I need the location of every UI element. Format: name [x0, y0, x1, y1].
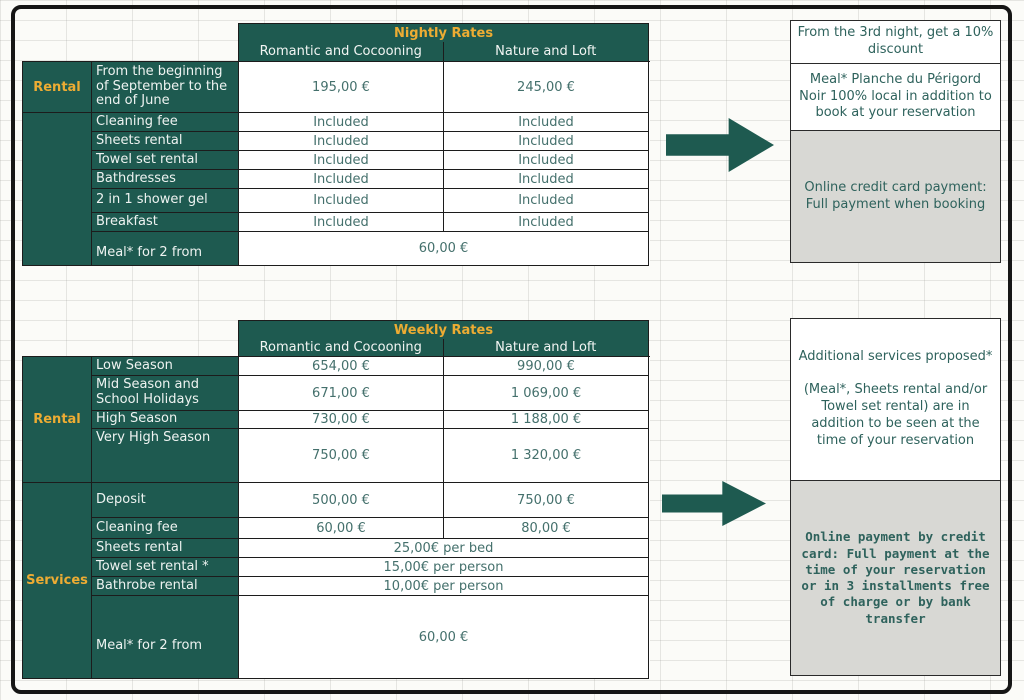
- weekly-col-nature: Nature and Loft: [495, 340, 597, 355]
- row-value: Included: [239, 132, 444, 151]
- row-label: Sheets rental: [92, 132, 239, 151]
- row-value: Included: [239, 151, 444, 170]
- nightly-column-headers: [238, 42, 649, 62]
- weekly-services-note: [790, 318, 1001, 481]
- row-label: Towel set rental: [92, 151, 239, 170]
- weekly-col-romantic: Romantic and Cocooning: [239, 339, 444, 356]
- row-value: Included: [444, 113, 649, 132]
- row-value: 990,00 €: [444, 357, 649, 376]
- nightly-payment-note: [790, 130, 1001, 263]
- row-value: 245,00 €: [444, 62, 649, 113]
- weekly-rates-table: [22, 356, 650, 679]
- row-label: Sheets rental: [92, 539, 239, 558]
- row-label: Low Season: [92, 357, 239, 376]
- row-value: 1 320,00 €: [444, 429, 649, 483]
- weekly-rates-header: [238, 320, 649, 340]
- nightly-col-nature: Nature and Loft: [495, 44, 597, 59]
- row-label: Meal* for 2 from: [92, 596, 239, 679]
- row-label: Meal* for 2 from: [92, 232, 239, 266]
- row-label: Bathrobe rental: [92, 577, 239, 596]
- row-value: 750,00 €: [239, 429, 444, 483]
- row-label: Towel set rental *: [92, 558, 239, 577]
- weekly-services-note-line1: Additional services proposed*: [798, 349, 993, 365]
- nightly-discount-text: From the 3rd night, get a 10% discount: [797, 25, 994, 57]
- nightly-col-romantic: Romantic and Cocooning: [239, 42, 444, 61]
- row-value: Included: [444, 132, 649, 151]
- row-span-value: 25,00€ per bed: [239, 539, 649, 558]
- row-label: Deposit: [92, 483, 239, 518]
- row-span-value: 60,00 €: [239, 596, 649, 679]
- row-span-value: 60,00 €: [239, 232, 649, 266]
- row-span-value: 15,00€ per person: [239, 558, 649, 577]
- row-value: Included: [239, 213, 444, 232]
- row-value: Included: [239, 170, 444, 189]
- row-label: High Season: [92, 411, 239, 429]
- row-value: 730,00 €: [239, 411, 444, 429]
- weekly-rates-title: Weekly Rates: [393, 322, 494, 338]
- weekly-services-note-line2: (Meal*, Sheets rental and/or Towel set rental) are in addition to be seen at the time of your reservation: [803, 382, 988, 448]
- weekly-category-services: Services: [23, 483, 92, 679]
- nightly-meal-note: [790, 63, 1001, 131]
- row-label: Cleaning fee: [92, 113, 239, 132]
- row-label: Breakfast: [92, 213, 239, 232]
- row-value: Included: [444, 213, 649, 232]
- right-arrow-icon: [662, 481, 766, 526]
- row-value: 80,00 €: [444, 518, 649, 539]
- row-value: Included: [444, 151, 649, 170]
- row-value: 60,00 €: [239, 518, 444, 539]
- right-arrow-icon: [666, 118, 774, 172]
- row-label: 2 in 1 shower gel: [92, 189, 239, 213]
- row-value: Included: [444, 189, 649, 213]
- nightly-discount-note: [790, 20, 1001, 64]
- weekly-payment-note: [790, 480, 1001, 676]
- weekly-column-headers: [238, 339, 649, 357]
- nightly-category-spacer: [23, 113, 92, 266]
- row-value: 1 069,00 €: [444, 376, 649, 411]
- row-value: Included: [239, 113, 444, 132]
- row-value: 750,00 €: [444, 483, 649, 518]
- row-value: Included: [444, 170, 649, 189]
- row-value: 1 188,00 €: [444, 411, 649, 429]
- row-label: Cleaning fee: [92, 518, 239, 539]
- row-label: Very High Season: [92, 429, 239, 483]
- nightly-rates-title: Nightly Rates: [393, 25, 494, 41]
- nightly-category-rental: Rental: [23, 62, 92, 113]
- nightly-rates-table: [22, 61, 650, 266]
- weekly-payment-text: Online payment by credit card: Full payment at the time of your reservation or in 3 installments free of charge or by bank transfer: [801, 529, 990, 626]
- nightly-meal-text: Meal* Planche du Périgord Noir 100% local in addition to book at your reservation: [799, 71, 992, 121]
- row-label: Bathdresses: [92, 170, 239, 189]
- row-value: 195,00 €: [239, 62, 444, 113]
- weekly-category-rental: Rental: [23, 357, 92, 483]
- nightly-payment-text: Online credit card payment: Full payment when booking: [804, 179, 987, 212]
- row-label: From the beginning of September to the end of June: [92, 62, 239, 113]
- row-value: 500,00 €: [239, 483, 444, 518]
- row-value: Included: [239, 189, 444, 213]
- row-value: 654,00 €: [239, 357, 444, 376]
- row-span-value: 10,00€ per person: [239, 577, 649, 596]
- nightly-rates-header: [238, 23, 649, 43]
- row-value: 671,00 €: [239, 376, 444, 411]
- row-label: Mid Season and School Holidays: [92, 376, 239, 411]
